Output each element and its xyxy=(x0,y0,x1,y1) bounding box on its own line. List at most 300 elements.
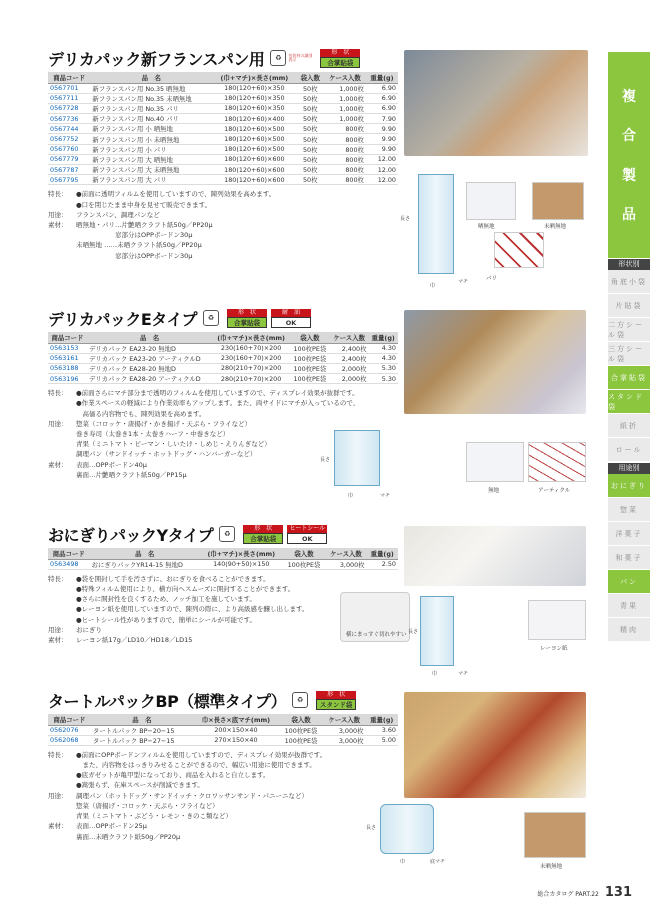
column-header: (巾+マチ)×長さ(mm) xyxy=(200,548,283,559)
description-label: 用途： xyxy=(48,210,68,219)
product-photo-delica-e xyxy=(404,310,586,414)
table-cell: 3,000枚 xyxy=(323,735,366,745)
description-text: 窓部分はOPPボードン30μ xyxy=(76,251,193,260)
table-cell: おにぎりパックYR14-15 無地D xyxy=(90,559,200,569)
dim-length: 長さ xyxy=(400,216,411,222)
table-cell: 100枚PE袋 xyxy=(279,725,323,735)
sidebar-item[interactable]: 二方シール袋 xyxy=(608,318,650,342)
table-cell: 50枚 xyxy=(297,154,324,164)
badge-heading: 形 状 xyxy=(243,525,283,533)
table-cell: 新フランスパン用 大 晒無地 xyxy=(90,154,212,164)
table-row xyxy=(48,83,398,93)
description-label: 特長： xyxy=(48,190,68,199)
product-table xyxy=(48,714,398,746)
description-line xyxy=(48,189,398,199)
sidebar-item[interactable]: 合掌貼袋 xyxy=(608,366,650,390)
table-row xyxy=(48,735,398,745)
table-cell: 5.30 xyxy=(368,363,398,373)
product-code: 0563188 xyxy=(48,363,87,373)
description-text: ●さらに開封性を良くするため、ノッチ加工を施しています。 xyxy=(76,595,256,604)
dim-gusset: マチ xyxy=(380,493,391,499)
table-cell: 180(120+60)×400 xyxy=(212,114,296,124)
product-code: 0567752 xyxy=(48,134,90,144)
description-label xyxy=(48,615,76,625)
badge-group xyxy=(243,525,327,544)
table-cell: 100枚PE袋 xyxy=(290,363,330,373)
dim-length: 長さ xyxy=(320,457,331,463)
description-label: 用途： xyxy=(48,791,68,800)
table-cell: 50枚 xyxy=(297,165,324,175)
sidebar-item[interactable]: スタンド袋 xyxy=(608,390,650,414)
sidebar-category-char: 複 xyxy=(622,88,636,105)
recycle-icon: ♻ xyxy=(292,692,308,708)
table-cell: 280(210+70)×200 xyxy=(212,374,290,384)
description-text: 裏面…片艶晒クラフト紙50g／PP15μ xyxy=(76,470,187,479)
spec-badge xyxy=(320,49,360,68)
spec-badge xyxy=(243,525,283,544)
swatch-unbleached-turtle xyxy=(524,812,586,858)
product-code: 0567736 xyxy=(48,114,90,124)
swatch-plain xyxy=(466,442,524,482)
description-line xyxy=(48,770,398,780)
page-number: 131 xyxy=(604,885,632,900)
swatch-bleached xyxy=(466,182,516,220)
table-cell: 12.00 xyxy=(366,175,398,185)
table-cell: 100枚PE袋 xyxy=(290,374,330,384)
product-code: 0567787 xyxy=(48,165,90,175)
description-text: また、内容物をはっきりみせることができるので、幅広い用途に使用できます。 xyxy=(76,761,316,770)
table-cell: 新フランスパン用 No.35 パリ xyxy=(90,103,212,113)
table-cell: 270×150×40 xyxy=(193,735,279,745)
table-cell: 50枚 xyxy=(297,103,324,113)
table-row xyxy=(48,725,398,735)
bag-diagram-france xyxy=(418,174,454,274)
column-header: ケース入数 xyxy=(330,332,369,343)
table-row xyxy=(48,343,398,353)
table-row xyxy=(48,363,398,373)
description-text: ●袋を開封して手を汚さずに、おにぎりを食べることができます。 xyxy=(76,574,270,583)
table-cell: 新フランスパン用 大 パリ xyxy=(90,175,212,185)
description-text: ●レーヨン紙を使用していますので、陳列の際に、より高級感を醸し出します。 xyxy=(76,605,309,614)
dim-width: 巾 xyxy=(400,859,406,865)
description-text: おにぎり xyxy=(76,625,102,634)
product-table xyxy=(48,72,398,185)
sidebar-item[interactable]: おにぎり xyxy=(608,474,650,498)
description-text: ●前面さらにマチ部分まで透明のフィルムを使用していますので、ディスプレイ効果が抜群です。 xyxy=(76,389,359,398)
table-cell: 2,400枚 xyxy=(330,353,369,363)
table-cell: デリカパック EA28-20 アーティクルD xyxy=(87,374,212,384)
description-text: 表面…OPPボードン25μ xyxy=(76,822,147,831)
product-table xyxy=(48,548,398,570)
table-cell: 新フランスパン用 No.35 未晒無地 xyxy=(90,93,212,103)
table-header-row xyxy=(48,332,398,343)
column-header: 重量(g) xyxy=(368,332,398,343)
sidebar-item[interactable]: 青果 xyxy=(608,594,650,618)
table-cell: タートルパック BP−27−15 xyxy=(91,735,193,745)
table-row xyxy=(48,154,398,164)
table-cell: 180(120+60)×500 xyxy=(212,144,296,154)
table-row xyxy=(48,559,398,569)
caption-unbleached-turtle: 未晒無地 xyxy=(540,864,563,870)
recycle-note: 包装材の識別表示 xyxy=(288,52,313,62)
table-cell: 7.90 xyxy=(366,114,398,124)
description-label xyxy=(48,251,76,261)
table-cell: 100枚PE袋 xyxy=(290,353,330,363)
sidebar-item[interactable]: ロール xyxy=(608,438,650,462)
column-header: 商品コード xyxy=(48,72,90,83)
badge-group xyxy=(316,691,356,710)
table-row xyxy=(48,374,398,384)
dim-length: 長さ xyxy=(408,629,419,635)
description-text: 窓部分はOPPボードン30μ xyxy=(76,231,193,240)
column-header: 商品コード xyxy=(48,714,91,725)
table-cell: 230(160+70)×200 xyxy=(212,343,290,353)
description-label xyxy=(48,230,76,240)
sidebar-category-char: 製 xyxy=(622,167,636,184)
table-header-row xyxy=(48,548,398,559)
bag-diagram-onigiri xyxy=(420,596,454,666)
section-title: デリカパックEタイプ xyxy=(48,309,197,329)
sidebar-item[interactable]: 三方シール袋 xyxy=(608,342,650,366)
table-cell: 800枚 xyxy=(324,175,366,185)
table-cell: 50枚 xyxy=(297,124,324,134)
column-header: 品 名 xyxy=(90,72,212,83)
table-cell: 180(120+60)×350 xyxy=(212,103,296,113)
table-cell: 2,000枚 xyxy=(330,363,369,373)
table-cell: 新フランスパン用 No.35 晒無地 xyxy=(90,83,212,93)
description-label xyxy=(48,470,76,480)
description-text: 青果（ミニトマト・ピーマン・しいたけ・しめじ・えりんぎなど） xyxy=(76,440,271,449)
table-cell: 9.90 xyxy=(366,134,398,144)
table-cell: 180(120+60)×500 xyxy=(212,134,296,144)
description-line xyxy=(48,251,398,261)
badge-value: OK xyxy=(271,317,311,328)
description-line xyxy=(48,760,398,770)
dim-gusset: 底マチ xyxy=(430,859,446,865)
description-line xyxy=(48,409,398,419)
category-sidebar xyxy=(608,52,650,642)
description-label xyxy=(48,780,76,790)
title-row xyxy=(48,522,398,546)
product-code: 0563196 xyxy=(48,374,87,384)
description-line xyxy=(48,388,398,398)
description-line xyxy=(48,791,398,801)
recycle-icon: ♻ xyxy=(203,310,219,326)
product-photo-onigiri xyxy=(404,526,586,586)
description-line xyxy=(48,240,398,250)
table-cell: 800枚 xyxy=(324,124,366,134)
table-cell: 50枚 xyxy=(297,144,324,154)
column-header: 袋入数 xyxy=(290,332,330,343)
dim-width: 巾 xyxy=(348,493,354,499)
column-header: (巾+マチ)×長さ(mm) xyxy=(212,332,290,343)
description-line xyxy=(48,398,398,408)
table-cell: 280(210+70)×200 xyxy=(212,363,290,373)
description-line xyxy=(48,200,398,210)
sidebar-item[interactable]: パン xyxy=(608,570,650,594)
table-cell: 140(90+50)×150 xyxy=(200,559,283,569)
spec-badge xyxy=(287,525,327,544)
description-text: 調理パン（サンドイッチ・ホットドッグ・ハンバーガーなど） xyxy=(76,450,257,459)
table-cell: 100枚PE袋 xyxy=(290,343,330,353)
column-header: 品 名 xyxy=(87,332,212,343)
description-line xyxy=(48,574,398,584)
description-line xyxy=(48,780,398,790)
table-cell: 2,400枚 xyxy=(330,343,369,353)
description-label xyxy=(48,760,76,770)
description-line xyxy=(48,801,398,811)
caption-rayon: レーヨン紙 xyxy=(540,646,568,652)
description-label: 用途： xyxy=(48,625,68,634)
product-table xyxy=(48,332,398,384)
description-text: ●嵩張らず、在庫スペースが削減できます。 xyxy=(76,781,204,790)
table-row xyxy=(48,144,398,154)
description-text: 高価る内容物でも、陳列効果を高めます。 xyxy=(76,409,206,418)
table-cell: 1,000枚 xyxy=(324,103,366,113)
table-cell: 新フランスパン用 No.40 パリ xyxy=(90,114,212,124)
table-cell: 200×150×40 xyxy=(193,725,279,735)
column-header: (巾+マチ)×長さ(mm) xyxy=(212,72,296,83)
description-text: 調理パン（ホットドッグ・サンドイッチ・クロワッサンサンド・パニーニなど） xyxy=(76,791,308,800)
table-row xyxy=(48,353,398,363)
dim-gusset: マチ xyxy=(458,279,469,285)
section-turtle-bp xyxy=(48,688,398,842)
product-code: 0563498 xyxy=(48,559,90,569)
table-cell: 100枚PE袋 xyxy=(283,559,326,569)
description-label xyxy=(48,604,76,614)
badge-value: 合掌貼袋 xyxy=(227,317,267,328)
description-label xyxy=(48,770,76,780)
description-text: ●底ガゼットが亀甲型になっており、商品を入れると自立します。 xyxy=(76,771,270,780)
sidebar-category-char: 合 xyxy=(622,128,636,145)
column-header: ケース入数 xyxy=(324,72,366,83)
table-cell: 3,000枚 xyxy=(325,559,366,569)
table-cell: 50枚 xyxy=(297,134,324,144)
page-footer xyxy=(537,885,632,900)
description-text: ●前面にOPPボードンフィルムを使用していますので、ディスプレイ効果が抜群です。 xyxy=(76,750,327,759)
table-cell: 6.90 xyxy=(366,83,398,93)
badge-heading: 形 状 xyxy=(316,691,356,699)
column-header: 品 名 xyxy=(91,714,193,725)
table-row xyxy=(48,103,398,113)
product-code: 0567728 xyxy=(48,103,90,113)
product-code: 0563161 xyxy=(48,353,87,363)
table-cell: 1,000枚 xyxy=(324,93,366,103)
table-cell: 3,000枚 xyxy=(323,725,366,735)
table-cell: 180(120+60)×600 xyxy=(212,165,296,175)
table-cell: 3.60 xyxy=(366,725,398,735)
spec-badge xyxy=(227,309,267,328)
column-header: 重量(g) xyxy=(366,714,398,725)
product-code: 0562076 xyxy=(48,725,91,735)
title-row xyxy=(48,306,398,330)
column-header: ケース入数 xyxy=(323,714,366,725)
description-text: フランスパン、調理パンなど xyxy=(76,210,160,219)
badge-value: OK xyxy=(287,533,327,544)
section-france-bread xyxy=(48,46,398,261)
caption-unbleached: 未晒無地 xyxy=(544,224,567,230)
section-title: タートルパックBP（標準タイプ） xyxy=(48,691,287,711)
table-header-row xyxy=(48,714,398,725)
description-label: 素材： xyxy=(48,822,68,831)
product-photo-france xyxy=(404,50,588,156)
onigiri-note: 横にまっすぐ切れやすい xyxy=(346,632,407,638)
sidebar-item[interactable]: 和菓子 xyxy=(608,546,650,570)
title-row xyxy=(48,46,398,70)
sidebar-heading-use: 用途別 xyxy=(608,463,650,474)
column-header: 商品コード xyxy=(48,548,90,559)
description-line xyxy=(48,210,398,220)
column-header: 重量(g) xyxy=(366,72,398,83)
dim-gusset: マチ xyxy=(458,671,469,677)
description-label xyxy=(48,801,76,811)
description-label xyxy=(48,449,76,459)
table-cell: 1,000枚 xyxy=(324,83,366,93)
table-cell: 新フランスパン用 小 パリ xyxy=(90,144,212,154)
table-cell: 4.30 xyxy=(368,353,398,363)
description-text: 未晒無地 ……未晒クラフト紙50g／PP20μ xyxy=(76,241,202,250)
sidebar-item[interactable]: 角底小袋 xyxy=(608,270,650,294)
badge-group xyxy=(227,309,311,328)
product-code: 0567744 xyxy=(48,124,90,134)
table-cell: 新フランスパン用 大 未晒無地 xyxy=(90,165,212,175)
product-code: 0567760 xyxy=(48,144,90,154)
spec-badge xyxy=(271,309,311,328)
dim-width: 巾 xyxy=(430,283,436,289)
description-label xyxy=(48,832,76,842)
description-label xyxy=(48,584,76,594)
badge-heading: 形 状 xyxy=(320,49,360,57)
description-label xyxy=(48,398,76,408)
badge-heading: 耐 油 xyxy=(271,309,311,317)
table-cell: 50枚 xyxy=(297,114,324,124)
table-cell: 新フランスパン用 小 晒無地 xyxy=(90,124,212,134)
table-cell: 6.90 xyxy=(366,93,398,103)
badge-value: スタンド袋 xyxy=(316,699,356,710)
badge-heading: ヒートシール xyxy=(287,525,327,533)
table-cell: 12.00 xyxy=(366,165,398,175)
caption-plain: 無地 xyxy=(488,488,500,494)
sidebar-item[interactable]: 惣菜 xyxy=(608,498,650,522)
description-label xyxy=(48,200,76,210)
description-line xyxy=(48,811,398,821)
description-label xyxy=(48,594,76,604)
table-header-row xyxy=(48,72,398,83)
description-label xyxy=(48,240,76,250)
description-text: 惣菜（唐揚げ・コロッケ・天ぷら・フライなど） xyxy=(76,801,219,810)
table-cell: 180(120+60)×500 xyxy=(212,124,296,134)
sidebar-category-composite xyxy=(608,52,650,258)
bag-diagram-delica-e xyxy=(334,430,380,486)
table-cell: 800枚 xyxy=(324,154,366,164)
description-label xyxy=(48,811,76,821)
sidebar-item[interactable]: 精肉 xyxy=(608,618,650,642)
description-label: 特長： xyxy=(48,389,68,398)
table-cell: 50枚 xyxy=(297,175,324,185)
table-cell: 800枚 xyxy=(324,144,366,154)
description-label xyxy=(48,409,76,419)
product-photo-turtle xyxy=(404,692,586,798)
description-text: 表面…OPPボードン40μ xyxy=(76,460,147,469)
badge-heading: 形 状 xyxy=(227,309,267,317)
sidebar-heading-shape: 形状別 xyxy=(608,259,650,270)
sidebar-item[interactable]: 片貼袋 xyxy=(608,294,650,318)
column-header: 袋入数 xyxy=(297,72,324,83)
table-cell: デリカパック EA23-20 アーティクルD xyxy=(87,353,212,363)
table-cell: 800枚 xyxy=(324,165,366,175)
table-row xyxy=(48,134,398,144)
table-cell: デリカパック EA23-20 無地D xyxy=(87,343,212,353)
description-text: 巻き寿司（太巻き1本・太巻きハーフ・中巻きなど） xyxy=(76,430,230,439)
bag-diagram-turtle xyxy=(380,804,434,854)
description-label xyxy=(48,429,76,439)
table-cell: 800枚 xyxy=(324,134,366,144)
column-header: 袋入数 xyxy=(283,548,326,559)
description-text: 晒無地・パリ…片艶晒クラフト紙50g／PP20μ xyxy=(76,220,213,229)
description-line xyxy=(48,821,398,831)
product-code: 0567701 xyxy=(48,83,90,93)
description-label: 素材： xyxy=(48,220,68,229)
table-cell: 2.50 xyxy=(367,559,398,569)
description-label: 素材： xyxy=(48,460,68,469)
table-cell: 50枚 xyxy=(297,93,324,103)
description-label xyxy=(48,439,76,449)
table-row xyxy=(48,124,398,134)
badge-value: 合掌貼袋 xyxy=(320,57,360,68)
table-cell: 9.90 xyxy=(366,124,398,134)
badge-group xyxy=(320,49,360,68)
table-cell: 180(120+60)×600 xyxy=(212,175,296,185)
product-code: 0567779 xyxy=(48,154,90,164)
table-cell: 1,000枚 xyxy=(324,114,366,124)
column-header: 品 名 xyxy=(90,548,200,559)
description-text: ●口を閉じたまま中身を見せて販売できます。 xyxy=(76,200,212,209)
recycle-icon: ♻ xyxy=(219,526,235,542)
catalog-label: 総合カタログ PART.22 xyxy=(537,891,599,898)
column-header: ケース入数 xyxy=(325,548,366,559)
description-text: 惣菜（コロッケ・唐揚げ・かき揚げ・天ぷら・フライなど） xyxy=(76,419,252,428)
section-title: デリカパック新フランスパン用 xyxy=(48,49,265,69)
recycle-icon: ♻ xyxy=(270,50,286,66)
description-label: 用途： xyxy=(48,419,68,428)
description-line xyxy=(48,220,398,230)
product-code: 0562068 xyxy=(48,735,91,745)
table-cell: 5.30 xyxy=(368,374,398,384)
product-code: 0567795 xyxy=(48,175,90,185)
swatch-unbleached xyxy=(532,182,584,220)
table-row xyxy=(48,93,398,103)
caption-bleached: 晒無地 xyxy=(478,224,495,230)
table-cell: 50枚 xyxy=(297,83,324,93)
table-cell: 新フランスパン用 小 未晒無地 xyxy=(90,134,212,144)
spec-badge xyxy=(316,691,356,710)
table-cell: 180(120+60)×600 xyxy=(212,154,296,164)
dim-width: 巾 xyxy=(432,671,438,677)
table-cell: 180(120+60)×350 xyxy=(212,83,296,93)
product-code: 0567711 xyxy=(48,93,90,103)
description-text: ●ヒートシール性がありますので、簡単にシールが可能です。 xyxy=(76,615,257,624)
product-description xyxy=(48,189,398,260)
swatch-paris xyxy=(494,232,544,268)
table-row xyxy=(48,175,398,185)
sidebar-item[interactable]: 紙折 xyxy=(608,414,650,438)
swatch-article xyxy=(528,442,586,482)
table-cell: 230(160+70)×200 xyxy=(212,353,290,363)
description-text: ●特殊フィルム使用により、横方向へスムーズに開封することができます。 xyxy=(76,584,295,593)
title-row xyxy=(48,688,398,712)
description-line xyxy=(48,750,398,760)
sidebar-item[interactable]: 洋菓子 xyxy=(608,522,650,546)
